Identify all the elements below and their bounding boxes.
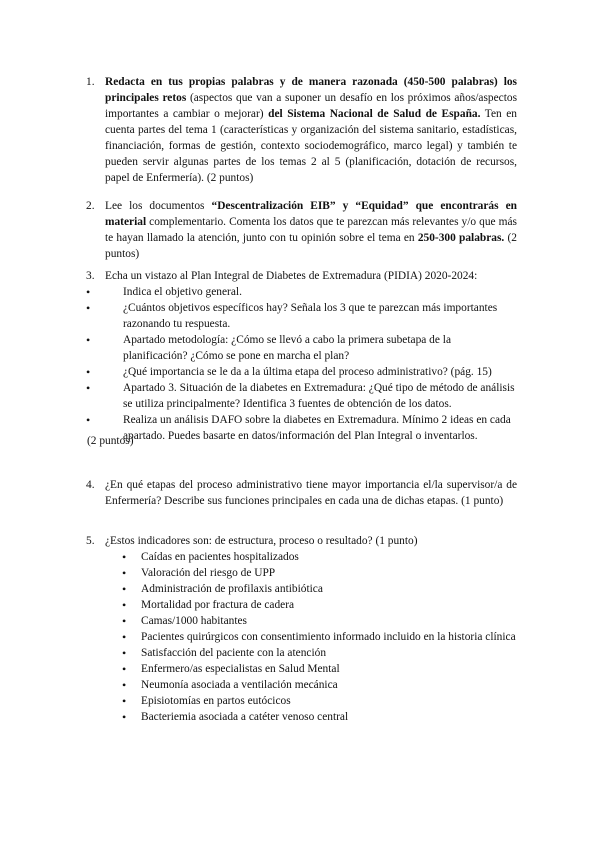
list-item: • ¿Qué importancia se le da a la última etapa del proceso administrativo? (pág. 15) [105,364,517,380]
list-item: • ¿Cuántos objetivos específicos hay? Señala los 3 que te parezcan más importantes razonando tu respuesta. [105,300,517,332]
question-1-aside: (aspectos que van a suponer un desafío en los próximos años/aspectos importantes a cambiar o mejorar) [105,92,517,120]
list-item: • Pacientes quirúrgicos con consentimiento informado incluido en la historia clínica [141,629,521,645]
question-1-details: Ten en cuenta partes del tema 1 (características y organización del sistema sanitario, estadísticas, financiación, formas de gestión, contexto sociodemográfico, marco legal) y también te pueden servir algunas partes de los temas 2 al 5 (planificación, dotación de recursos, papel de Enfermería). (2 puntos) [105,108,517,184]
list-item: • Caídas en pacientes hospitalizados [141,549,521,565]
question-5-bullets [141,549,521,725]
list-item: • Realiza un análisis DAFO sobre la diabetes en Extremadura. Mínimo 2 ideas en cada apartado. Puedes basarte en datos/información del Plan Integral o inventarlos. [105,412,517,444]
list-item: • Camas/1000 habitantes [141,613,521,629]
question-3-bullets [105,284,517,444]
question-2-text [105,198,517,262]
list-item: • Valoración del riesgo de UPP [141,565,521,581]
question-2-instructions: complementario. Comenta los datos que te parezcan más relevantes y/o que más te hayan llamado la atención, junto con tu opinión sobre el tema en [105,216,517,244]
list-item: • Enfermero/as especialistas en Salud Mental [141,661,521,677]
question-1 [86,74,517,186]
question-4-text: ¿En qué etapas del proceso administrativo tiene mayor importancia el/la supervisor/a de Enfermería? Describe sus funciones principales en cada una de dichas etapas. (1 punto) [105,479,517,507]
question-4 [86,477,517,509]
list-item: • Satisfacción del paciente con la atención [141,645,521,661]
list-item: • Apartado 3. Situación de la diabetes en Extremadura: ¿Qué tipo de método de análisis se utiliza principalmente? Identifica 3 fuentes de obtención de los datos. [105,380,517,412]
list-item: • Episiotomías en partos eutócicos [141,693,521,709]
list-item: • Indica el objetivo general. [105,284,517,300]
question-1-text [105,74,517,186]
question-1-bold-topic: del Sistema Nacional de Salud de España. [268,108,481,120]
question-3-intro: Echa un vistazo al Plan Integral de Diabetes de Extremadura (PIDIA) 2020-2024: [105,270,478,282]
list-item: • Administración de profilaxis antibiótica [141,581,521,597]
question-number: 1. [86,76,95,88]
question-number: 2. [86,200,95,212]
question-2 [86,198,517,262]
question-2-points: (2 puntos) [105,232,517,260]
question-5 [86,533,517,549]
question-number: 4. [86,479,95,491]
list-item: • Bacteriemia asociada a catéter venoso central [141,709,521,725]
question-3 [86,268,517,284]
question-1-bold-lead: Redacta en tus propias palabras y de manera razonada (450-500 palabras) los principales retos [105,76,517,104]
list-item: • Neumonía asociada a ventilación mecánica [141,677,521,693]
question-2-word-count: 250-300 palabras. [417,232,505,244]
question-2-documents: “Descentralización EIB” y “Equidad” que encontrarás en material [105,200,517,228]
question-number: 3. [86,270,95,282]
question-number: 5. [86,535,95,547]
list-item: • Mortalidad por fractura de cadera [141,597,521,613]
list-item: • Apartado metodología: ¿Cómo se llevó a cabo la primera subetapa de la planificación? ¿Cómo se pone en marcha el plan? [105,332,517,364]
question-3-points: (2 puntos) [87,435,134,447]
question-2-lead: Lee los documentos [105,200,212,212]
question-5-intro: ¿Estos indicadores son: de estructura, proceso o resultado? (1 punto) [105,535,418,547]
